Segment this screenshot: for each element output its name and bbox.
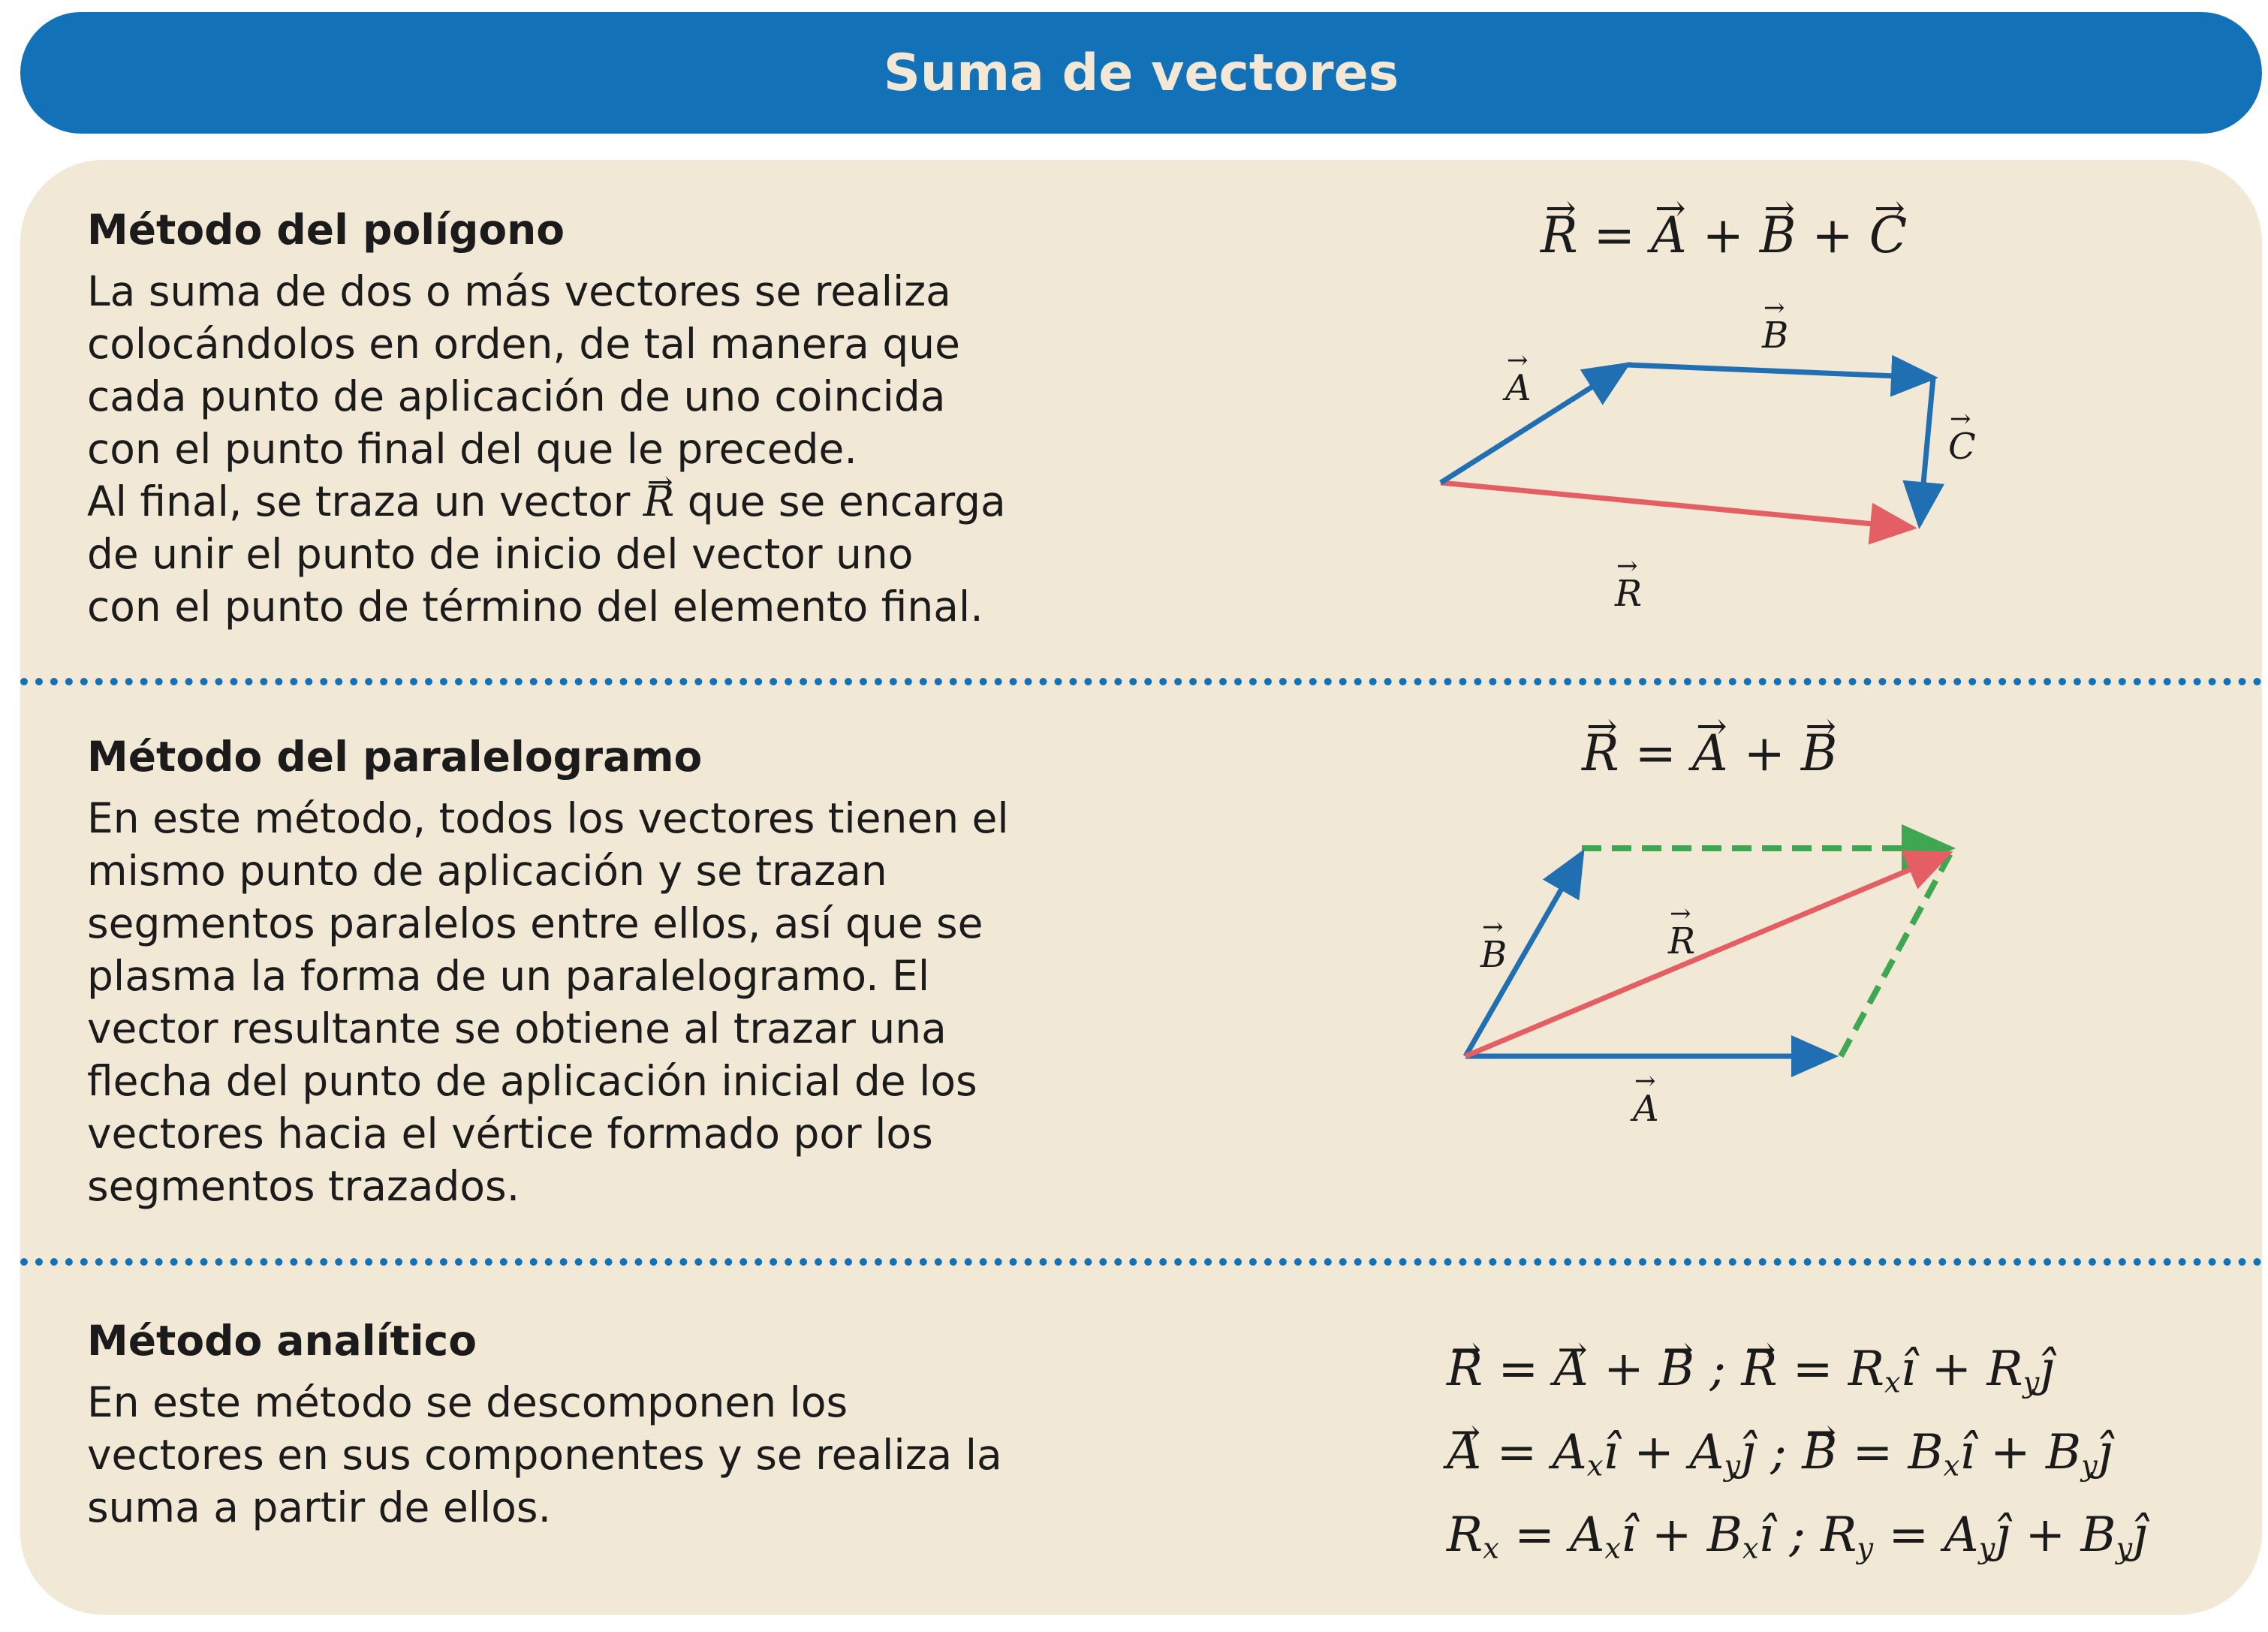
body-line: cada punto de aplicación de uno coincida (87, 372, 946, 420)
label-a-arrow: → (1634, 1066, 1656, 1096)
formula-term: → A (1692, 724, 1728, 782)
section-heading: Método del paralelogramo (87, 733, 703, 781)
section-polygon-method (20, 160, 2262, 678)
formula-term: → R (1582, 724, 1619, 782)
analytic-formulas (1447, 1335, 2148, 1584)
label-c: C (1948, 426, 1976, 468)
body-line: segmentos trazados. (87, 1162, 520, 1210)
label-a: A (1633, 1088, 1659, 1130)
body-line: flecha del punto de aplicación inicial de los (87, 1057, 977, 1105)
section-body (87, 792, 1123, 1212)
formula-term: → R (1541, 206, 1578, 264)
body-line: con el punto de término del elemento final. (87, 583, 983, 631)
vector-c-arrow (1920, 378, 1933, 524)
body-line: vectores en sus componentes y se realiza la (87, 1431, 1002, 1479)
body-line: La suma de dos o más vectores se realiza (87, 267, 951, 315)
polygon-diagram (1394, 295, 1995, 640)
formula-term: → A (1447, 1418, 1481, 1487)
formula-line: → R = → A + → B ; → $R = R_xî$ + $R_yĵ$ (1447, 1335, 2017, 1418)
label-r: R (1668, 920, 1696, 962)
section-heading: Método analítico (87, 1317, 477, 1365)
content-panel (20, 160, 2262, 1615)
body-line: mismo punto de aplicación y se trazan (87, 847, 887, 895)
formula-term: → B (1801, 724, 1838, 782)
body-line: segmentos paralelos entre ellos, así que se (87, 899, 983, 947)
vector-a-arrow (1441, 365, 1627, 483)
section-parallelogram-method (20, 687, 2262, 1257)
body-line-with-vector (87, 475, 1123, 528)
formula-line: → $A = A_xî$ + $A_yĵ$ ; → $B = B_xî$ + $B_yĵ$ (1447, 1418, 2017, 1501)
polygon-formula: → R = → A + → B + → C (1541, 206, 1907, 264)
body-line: vectores hacia el vértice formado por los (87, 1110, 933, 1158)
vector-r-symbol: → R (643, 475, 674, 528)
parallelogram-formula: → R = → A + → B (1582, 724, 1837, 782)
label-r-arrow: → (1616, 551, 1638, 581)
analytic-text (87, 1316, 1123, 1534)
label-b: B (1480, 934, 1507, 976)
vector-r-arrow (1465, 854, 1948, 1056)
parallelogram-diagram (1417, 807, 2002, 1137)
body-line: vector resultante se obtiene al trazar una (87, 1004, 947, 1052)
body-line: suma a partir de ellos. (87, 1483, 552, 1531)
body-line: En este método, todos los vectores tienen el (87, 794, 1009, 842)
polygon-text (87, 205, 1123, 633)
label-a-arrow: → (1507, 345, 1529, 375)
section-body (87, 1376, 1123, 1534)
label-b-arrow: → (1763, 295, 1785, 323)
label-b: B (1762, 315, 1789, 357)
body-text-fragment: Al final, se traza un vector (87, 477, 631, 525)
section-divider (20, 1258, 2262, 1266)
page-title: Suma de vectores (883, 43, 1399, 103)
label-c-arrow: → (1950, 404, 1971, 434)
label-r: R (1615, 573, 1643, 615)
section-analytic-method (20, 1267, 2262, 1615)
dashed-right-segment (1841, 852, 1951, 1056)
formula-term: → A (1651, 206, 1687, 264)
parallelogram-text (87, 732, 1123, 1212)
title-banner (20, 12, 2262, 134)
body-text-fragment: que se encarga (687, 477, 1006, 525)
label-b-arrow: → (1482, 912, 1504, 942)
formula-term: → B (1802, 1418, 1837, 1487)
formula-term: → B (1760, 206, 1797, 264)
body-line: colocándolos en orden, de tal manera que (87, 320, 960, 368)
body-line: En este método se descomponen los (87, 1378, 848, 1426)
section-body (87, 265, 1123, 633)
formula-term: → R (1741, 1335, 1777, 1404)
body-line: de unir el punto de inicio del vector uno (87, 530, 914, 578)
label-a: A (1505, 367, 1532, 409)
body-line: plasma la forma de un paralelogramo. El (87, 952, 930, 1000)
label-r-arrow: → (1670, 899, 1691, 929)
formula-term: → A (1554, 1335, 1589, 1404)
section-divider (20, 678, 2262, 685)
formula-line: $R_x$ = $A_xî$ + $B_xî$ ; $R_y$ = $A_yĵ$ + $B_yĵ$ (1447, 1507, 2148, 1566)
body-line: con el punto final del que le precede. (87, 425, 857, 473)
section-heading: Método del polígono (87, 206, 565, 254)
formula-term: → C (1869, 206, 1908, 264)
vector-r-arrow (1441, 483, 1912, 528)
vector-b-arrow (1627, 365, 1933, 378)
formula-term: → B (1659, 1335, 1694, 1404)
formula-term: → R (1447, 1335, 1483, 1404)
